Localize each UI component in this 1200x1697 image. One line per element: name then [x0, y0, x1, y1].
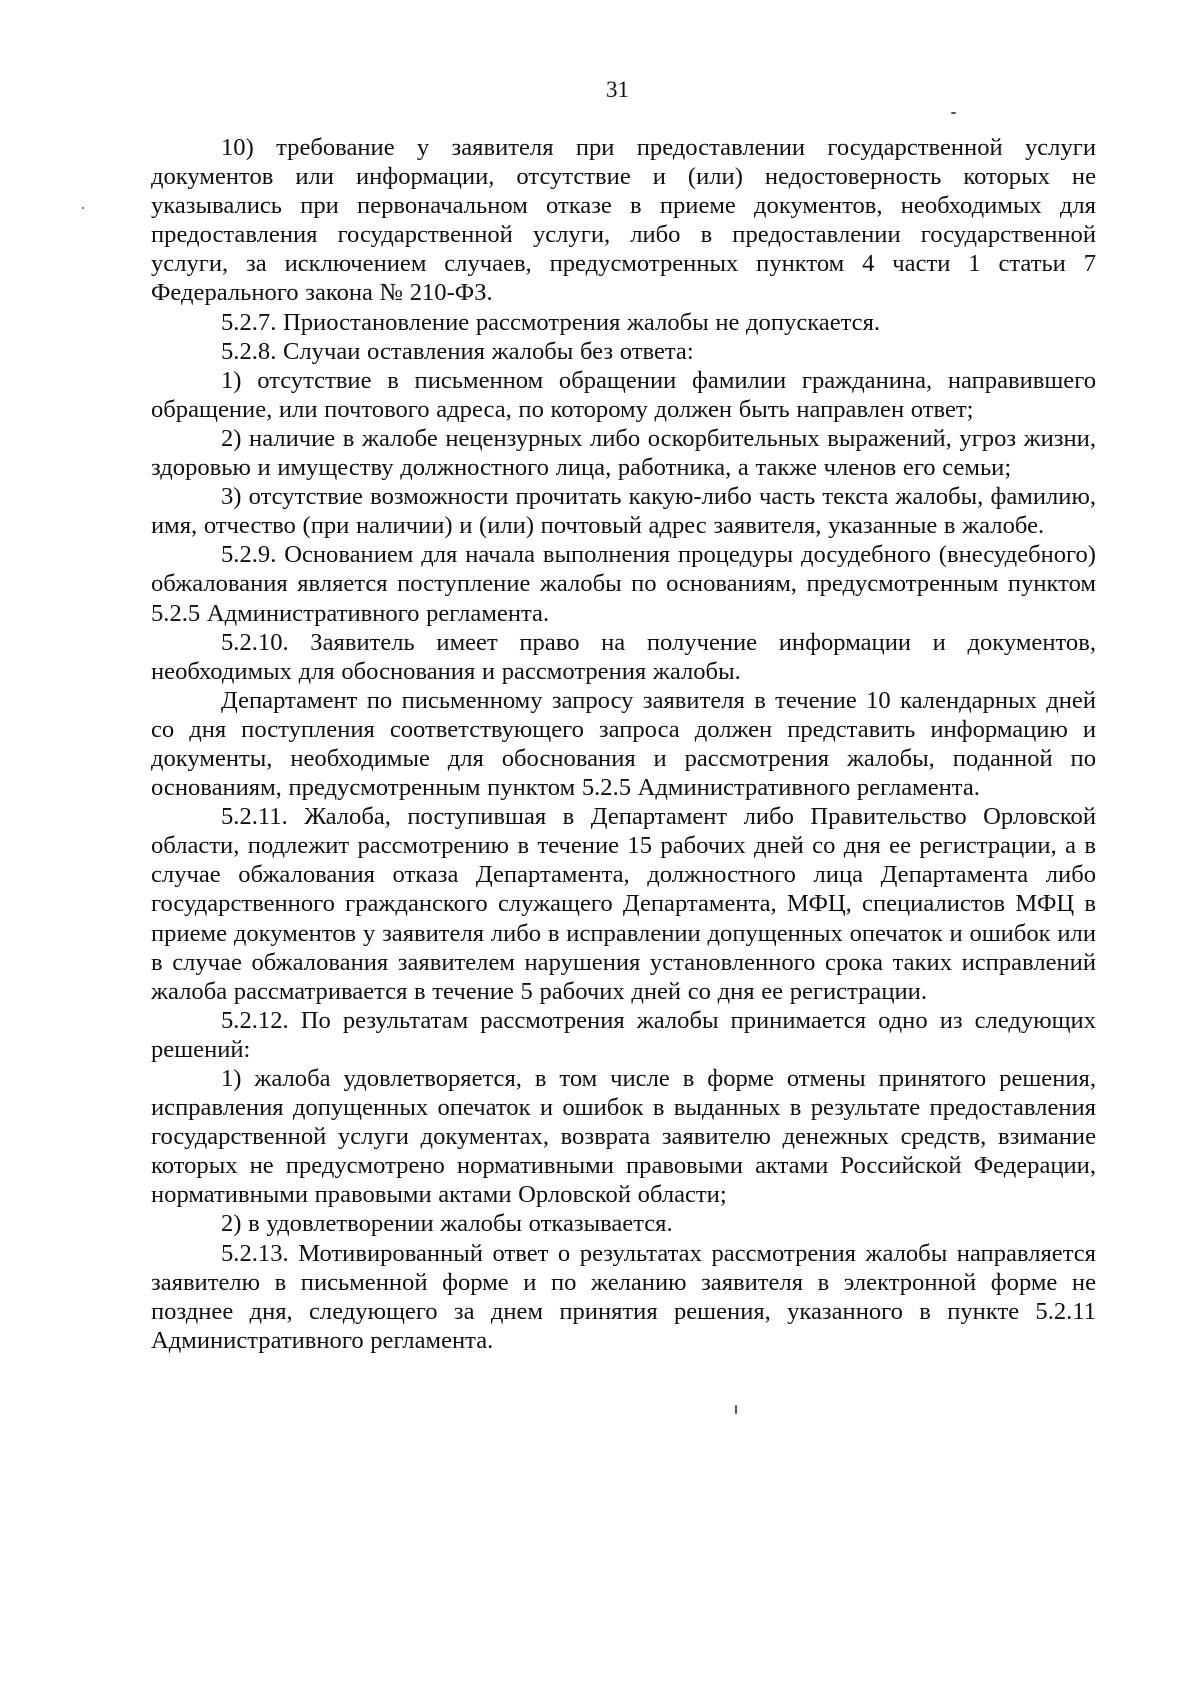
scan-speck: [951, 112, 956, 114]
document-body: [151, 133, 1096, 1355]
paragraph-5-2-8-item-3: 3) отсутствие возможности прочитать какую-либо часть текста жалобы, фамилию, имя, отчество (при наличии) и (или) почтовый адрес заявителя, указанные в жалобе.: [151, 483, 1096, 540]
paragraph-5-2-10: 5.2.10. Заявитель имеет право на получение информации и документов, необходимых для обоснования и рассмотрения жалобы.: [151, 628, 1096, 685]
page-number: 31: [606, 77, 629, 102]
paragraph-5-2-11: 5.2.11. Жалоба, поступившая в Департамент либо Правительство Орловской области, подлежит рассмотрению в течение 15 рабочих дней со дня ее регистрации, а в случае обжалования отказа Департамента, должностного лица Департамента либо государственного гражданского служащего Департамента, МФЦ, специалистов МФЦ в приеме документов у заявителя либо в исправлении допущенных опечаток и ошибок или в случае обжалования заявителем нарушения установленного срока таких исправлений жалоба рассматривается в течение 5 рабочих дней со дня ее регистрации.: [151, 803, 1096, 1005]
paragraph-5-2-13: 5.2.13. Мотивированный ответ о результатах рассмотрения жалобы направляется заявителю в письменной форме и по желанию заявителя в электронной форме не позднее дня, следующего за днем принятия решения, указанного в пункте 5.2.11 Административного регламента.: [151, 1239, 1096, 1354]
paragraph-item-10: 10) требование у заявителя при предоставлении государственной услуги документов или информации, отсутствие и (или) недостоверность которых не указывались при первоначальном отказе в приеме документов, необходимых для предоставления государственной услуги, либо в предоставлении государственной услуги, за исключением случаев, предусмотренных пунктом 4 части 1 статьи 7 Федерального закона № 210-ФЗ.: [151, 134, 1096, 307]
paragraph-5-2-9: 5.2.9. Основанием для начала выполнения процедуры досудебного (внесудебного) обжалования является поступление жалобы по основаниям, предусмотренным пунктом 5.2.5 Административного регламента.: [151, 541, 1096, 627]
paragraph-5-2-8: 5.2.8. Случаи оставления жалобы без ответа:: [221, 337, 694, 365]
paragraph-5-2-12: 5.2.12. По результатам рассмотрения жалобы принимается одно из следующих решений:: [151, 1006, 1096, 1063]
paragraph-5-2-12-item-2: 2) в удовлетворении жалобы отказывается.: [221, 1210, 673, 1238]
paragraph-5-2-7: 5.2.7. Приостановление рассмотрения жалобы не допускается.: [221, 308, 881, 336]
paragraph-5-2-8-item-2: 2) наличие в жалобе нецензурных либо оскорбительных выражений, угроз жизни, здоровью и имуществу должностного лица, работника, а также членов его семьи;: [151, 424, 1096, 482]
scan-speck: [735, 1405, 737, 1414]
paragraph-department-request: Департамент по письменному запросу заявителя в течение 10 календарных дней со дня поступления соответствующего запроса должен представить информацию и документы, необходимые для обоснования и рассмотрения жалобы, поданной по основаниям, предусмотренным пунктом 5.2.5 Административного регламента.: [151, 686, 1096, 802]
paragraph-5-2-8-item-1: 1) отсутствие в письменном обращении фамилии гражданина, направившего обращение, или почтового адреса, по которому должен быть направлен ответ;: [151, 366, 1096, 423]
paragraph-5-2-12-item-1: 1) жалоба удовлетворяется, в том числе в форме отмены принятого решения, исправления допущенных опечаток и ошибок в выданных в результате предоставления государственной услуги документах, возврата заявителю денежных средств, взимание которых не предусмотрено нормативными правовыми актами Российской Федерации, нормативными правовыми актами Орловской области;: [151, 1065, 1096, 1209]
scan-speck: [82, 207, 84, 209]
